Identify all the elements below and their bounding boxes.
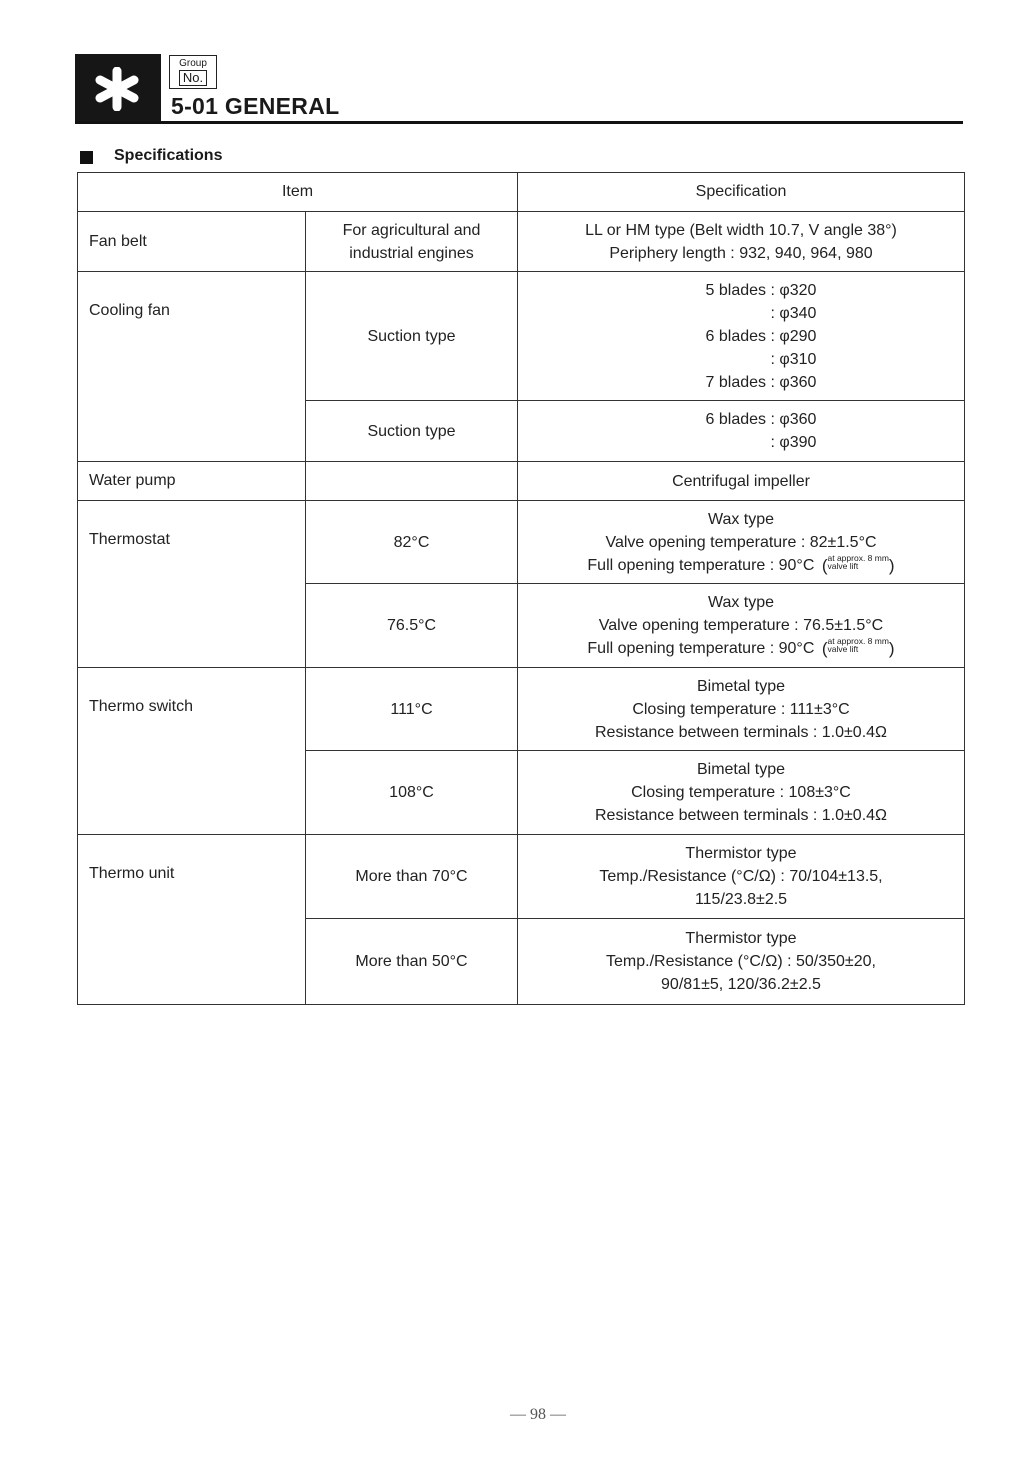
blade-spec-line: 7 blades : φ360 xyxy=(705,373,817,391)
thermo-unit-line2: 90/81±5, 120/36.2±2.5 xyxy=(661,976,821,993)
blade-spec-line: 6 blades : φ290 xyxy=(705,327,817,345)
table-row xyxy=(78,272,965,401)
thermostat-spec-1 xyxy=(518,501,965,584)
specifications-table xyxy=(77,172,965,1005)
thermostat-full-temp: Full opening temperature : 90°C xyxy=(587,556,815,574)
table-row xyxy=(78,668,965,751)
blade-spec-line: : φ310 xyxy=(770,350,817,368)
thermo-unit-spec-1 xyxy=(518,835,965,919)
thermo-switch-type: Bimetal type xyxy=(696,677,786,695)
lift-note-bottom: valve lift xyxy=(827,560,859,571)
lift-note-bottom: valve lift xyxy=(827,644,859,654)
thermo-unit-item-2: More than 50°C xyxy=(306,919,518,1005)
page-number: — 98 — xyxy=(510,1406,566,1423)
thermo-switch-closing: Closing temperature : 108±3°C xyxy=(631,784,851,801)
thermostat-spec-2 xyxy=(518,584,965,668)
thermo-switch-resistance: Resistance between terminals : 1.0±0.4Ω xyxy=(595,723,887,741)
thermo-switch-item-1: 111°C xyxy=(306,668,518,751)
thermostat-valve-temp: Valve opening temperature : 76.5±1.5°C xyxy=(598,617,884,634)
thermo-switch-resistance: Resistance between terminals : 1.0±0.4Ω xyxy=(595,807,887,824)
thermostat-full-temp-line xyxy=(518,637,964,660)
blade-spec-line: 5 blades : φ320 xyxy=(705,281,817,299)
fan-belt-spec xyxy=(518,212,965,272)
thermo-unit-label: Thermo unit xyxy=(78,835,306,1005)
water-pump-label: Water pump xyxy=(78,462,306,501)
thermo-unit-item-1: More than 70°C xyxy=(306,835,518,919)
square-bullet-icon xyxy=(80,151,93,164)
section-title: 5-01 GENERAL xyxy=(171,93,340,119)
thermo-unit-spec-2 xyxy=(518,919,965,1005)
group-label: Group xyxy=(179,58,207,69)
fan-belt-item-line1: For agricultural and xyxy=(342,221,481,239)
fan-belt-label: Fan belt xyxy=(78,212,306,272)
thermostat-item-1: 82°C xyxy=(306,501,518,584)
asterisk-icon xyxy=(94,67,140,111)
table-row xyxy=(78,462,965,501)
water-pump-item xyxy=(306,462,518,501)
thermo-switch-label: Thermo switch xyxy=(78,668,306,835)
header-rule xyxy=(75,121,963,124)
thermo-switch-spec-2 xyxy=(518,751,965,835)
fan-belt-item-line2: industrial engines xyxy=(349,244,474,262)
thermo-unit-line1: Temp./Resistance (°C/Ω) : 70/104±13.5, xyxy=(599,868,883,885)
cooling-fan-label: Cooling fan xyxy=(78,272,306,462)
thermostat-type: Wax type xyxy=(707,594,775,611)
item-column-header: Item xyxy=(78,173,518,212)
cooling-fan-item-1: Suction type xyxy=(306,272,518,401)
lift-note-top: at approx. 8 mm xyxy=(827,552,889,563)
valve-lift-note: (at approx. 8 mm valve lift ) xyxy=(821,552,895,575)
blade-spec-line: 6 blades : φ360 xyxy=(705,411,817,428)
table-row xyxy=(78,212,965,272)
specification-column-header: Specification xyxy=(518,173,965,212)
group-logo xyxy=(75,54,161,122)
table-row xyxy=(78,835,965,919)
thermo-unit-type: Thermistor type xyxy=(685,930,797,947)
blade-spec-line: : φ390 xyxy=(770,434,817,451)
thermostat-full-temp: Full opening temperature : 90°C xyxy=(587,640,815,657)
thermostat-valve-temp: Valve opening temperature : 82±1.5°C xyxy=(605,533,877,551)
thermostat-full-temp-line xyxy=(518,554,964,577)
table-row xyxy=(78,501,965,584)
group-no-label: No. xyxy=(179,70,207,86)
cooling-fan-spec-1 xyxy=(518,272,965,401)
water-pump-spec: Centrifugal impeller xyxy=(518,462,965,501)
cooling-fan-item-2: Suction type xyxy=(306,401,518,462)
group-number-box xyxy=(169,55,217,89)
fan-belt-spec-line1: LL or HM type (Belt width 10.7, V angle 38°) xyxy=(585,221,897,239)
valve-lift-note: (at approx. 8 mm valve lift ) xyxy=(821,636,895,658)
thermo-switch-spec-1 xyxy=(518,668,965,751)
table-header-row xyxy=(78,173,965,212)
thermo-switch-item-2: 108°C xyxy=(306,751,518,835)
thermo-unit-line1: Temp./Resistance (°C/Ω) : 50/350±20, xyxy=(606,953,876,970)
thermostat-item-2: 76.5°C xyxy=(306,584,518,668)
thermo-unit-line2: 115/23.8±2.5 xyxy=(694,891,788,908)
thermostat-label: Thermostat xyxy=(78,501,306,668)
thermo-unit-type: Thermistor type xyxy=(685,845,797,862)
cooling-fan-spec-2 xyxy=(518,401,965,462)
fan-belt-spec-line2: Periphery length : 932, 940, 964, 980 xyxy=(609,244,873,262)
lift-note-top: at approx. 8 mm xyxy=(827,636,889,646)
fan-belt-item xyxy=(306,212,518,272)
thermo-switch-closing: Closing temperature : 111±3°C xyxy=(632,700,850,718)
thermo-switch-type: Bimetal type xyxy=(696,761,786,778)
blade-spec-line: : φ340 xyxy=(770,304,817,322)
specifications-heading: Specifications xyxy=(114,147,223,164)
thermostat-type: Wax type xyxy=(707,510,775,528)
